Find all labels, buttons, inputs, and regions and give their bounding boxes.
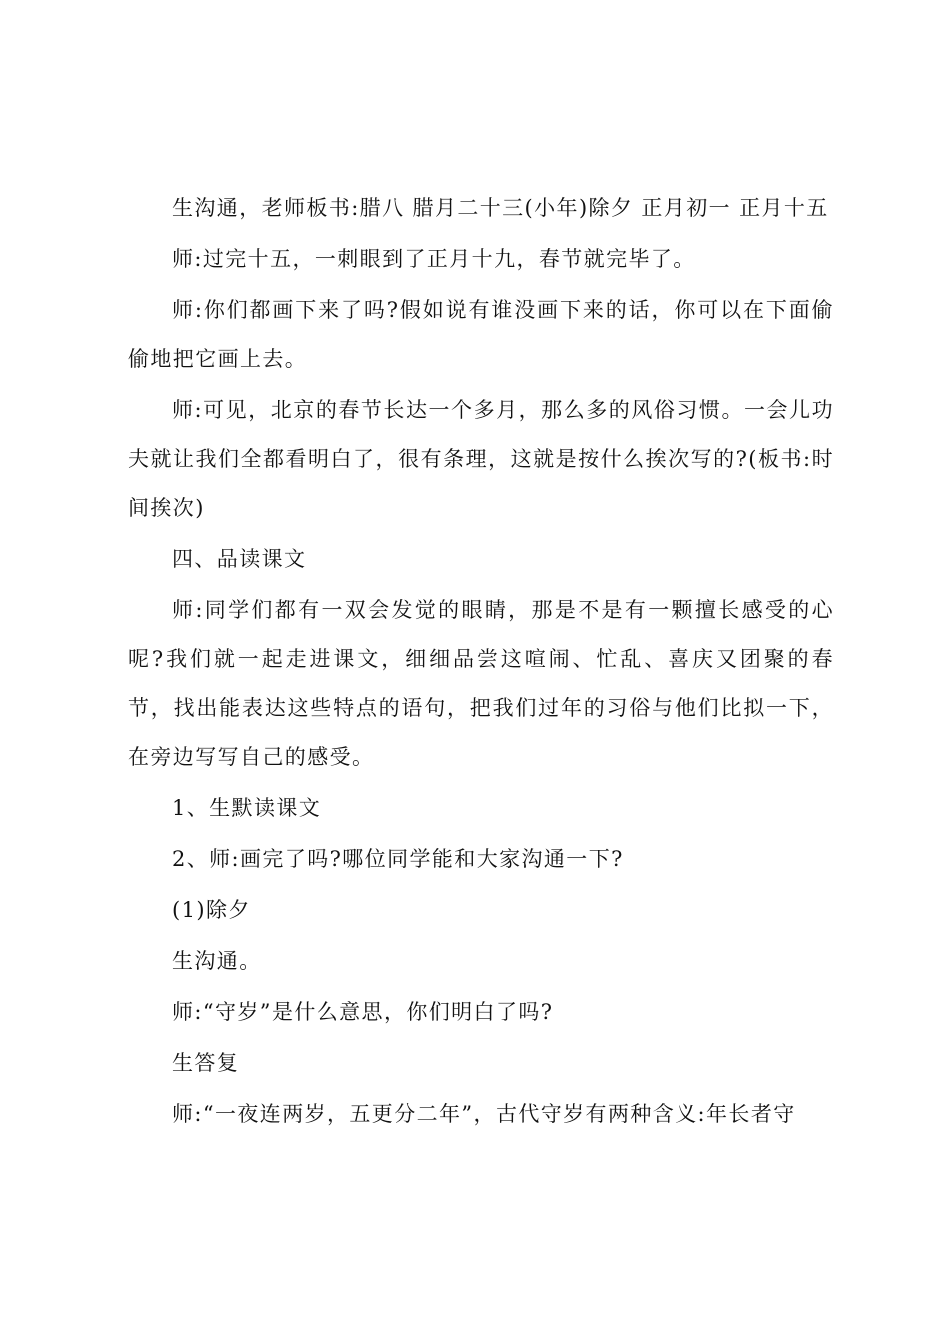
paragraph-shousui-question: 师:“守岁”是什么意思，你们明白了吗? [172,1000,554,1024]
subheading-new-years-eve: (1)除夕 [172,898,251,922]
paragraph-board-notes: 生沟通，老师板书:腊八 腊月二十三(小年)除夕 正月初一 正月十五 [172,196,829,220]
list-item-silent-reading: 1、生默读课文 [172,796,322,820]
paragraph-student-share: 生沟通。 [172,949,262,973]
paragraph-time-order: 师:可见，北京的春节长达一个多月，那么多的风俗习惯。一会儿功夫就让我们全都看明白了，很有条理，这就是按什么挨次写的?(板书:时间挨次) [128,398,834,520]
paragraph-drawing: 师:你们都画下来了吗?假如说有谁没画下来的话，你可以在下面偷偷地把它画上去。 [128,298,834,371]
paragraph-after-fifteenth: 师:过完十五，一刺眼到了正月十九，春节就完毕了。 [172,247,696,271]
paragraph-shousui-meaning: 师:“一夜连两岁，五更分二年”，古代守岁有两种含义:年长者守 [172,1102,796,1126]
paragraph-feel-spring-festival: 师:同学们都有一双会发觉的眼睛，那是不是有一颗擅长感受的心呢?我们就一起走进课文，细细品尝这喧闹、忙乱、喜庆又团聚的春节，找出能表达这些特点的语句，把我们过年的习俗与他们比拟一下，在旁边写写自己的感受。 [128,598,834,769]
list-item-share: 2、师:画完了吗?哪位同学能和大家沟通一下? [172,847,624,871]
document-body [128,184,834,1139]
paragraph-student-answer: 生答复 [172,1051,240,1075]
section-heading-read-text: 四、品读课文 [172,547,307,571]
